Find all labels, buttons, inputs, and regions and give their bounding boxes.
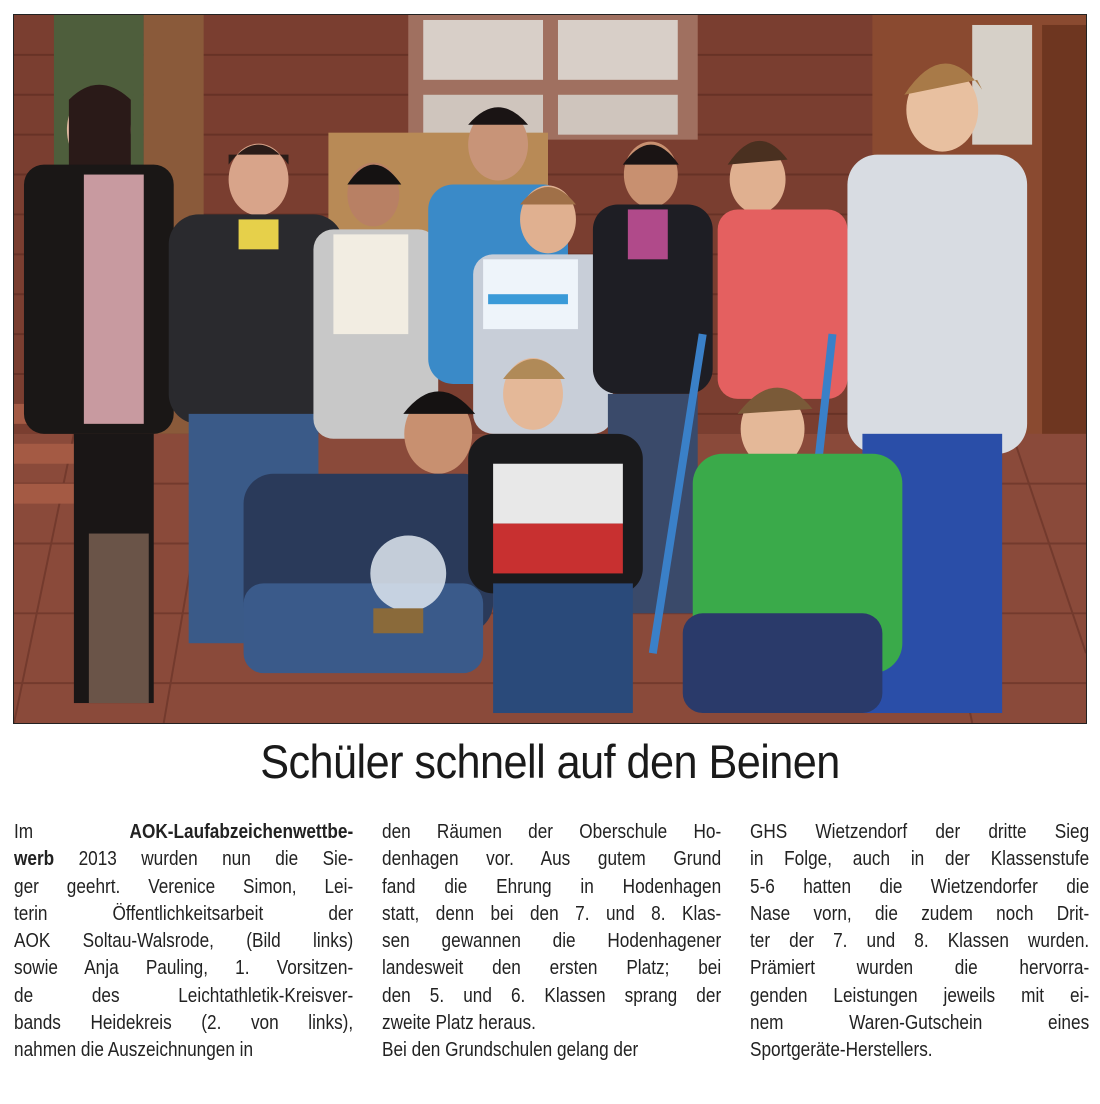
- text-fragment: genden Leistungen jeweils mit ei-: [750, 984, 1090, 1007]
- text-line-content: [14, 1010, 353, 1037]
- text-fragment: statt, denn bei den 7. und 8. Klas-: [382, 902, 722, 925]
- text-line-content: [14, 901, 353, 928]
- text-fragment: landesweit den ersten Platz; bei: [382, 957, 722, 980]
- text-line-content: [382, 955, 721, 982]
- text-line-content: [382, 874, 721, 901]
- group-photo-icon: [14, 15, 1086, 723]
- text-line-content: [382, 1010, 721, 1037]
- text-line-content: [382, 983, 721, 1010]
- text-line: [14, 819, 354, 846]
- bold-term: werb: [14, 848, 55, 871]
- text-line-content: [14, 983, 353, 1010]
- text-fragment: Bei den Grundschulen gelang der: [382, 1039, 639, 1062]
- text-column-3: [750, 819, 1090, 1065]
- text-line-content: [750, 819, 1089, 846]
- text-line: [382, 1037, 722, 1064]
- text-fragment: de des Leichtathletik-Kreisver-: [14, 984, 354, 1007]
- text-line: [382, 901, 722, 928]
- text-line-content: [14, 874, 353, 901]
- text-line-content: [382, 846, 721, 873]
- text-line: [750, 846, 1090, 873]
- text-line: [382, 819, 722, 846]
- text-fragment: Sportgeräte-Herstellers.: [750, 1039, 933, 1062]
- text-line: [14, 928, 354, 955]
- text-fragment: sowie Anja Pauling, 1. Vorsitzen-: [14, 957, 354, 980]
- text-fragment: terin Öffentlichkeitsarbeit der: [14, 902, 354, 925]
- text-line-content: [14, 928, 353, 955]
- text-line-content: [750, 928, 1089, 955]
- text-fragment: den Räumen der Oberschule Ho-: [382, 821, 722, 843]
- text-line-content: [750, 1037, 1089, 1064]
- text-fragment: zweite Platz heraus.: [382, 1012, 536, 1035]
- text-line: [382, 846, 722, 873]
- text-line: [14, 983, 354, 1010]
- text-line-content: [750, 1010, 1089, 1037]
- text-line-content: [14, 819, 353, 846]
- text-line: [14, 955, 354, 982]
- text-line: [14, 1037, 354, 1064]
- text-line: [14, 846, 354, 873]
- text-line: [750, 874, 1090, 901]
- text-line: [750, 819, 1090, 846]
- text-fragment: GHS Wietzendorf der dritte Sieg: [750, 821, 1090, 843]
- text-line-content: [14, 955, 353, 982]
- text-fragment: Prämiert wurden die hervorra-: [750, 957, 1090, 980]
- text-fragment: AOK Soltau-Walsrode, (Bild links): [14, 930, 354, 953]
- text-fragment: ger geehrt. Verenice Simon, Lei-: [14, 875, 354, 898]
- text-fragment: in Folge, auch in der Klassenstufe: [750, 848, 1090, 871]
- text-column-2: [382, 819, 722, 1065]
- text-line: [750, 955, 1090, 982]
- text-fragment: sen gewannen die Hodenhagener: [382, 930, 722, 953]
- text-line: [382, 1010, 722, 1037]
- text-fragment: Im: [14, 821, 130, 843]
- text-line: [750, 983, 1090, 1010]
- text-line-content: [14, 846, 353, 873]
- text-line: [382, 983, 722, 1010]
- text-fragment: 2013 wurden nun die Sie-: [54, 848, 354, 871]
- text-fragment: ter der 7. und 8. Klassen wurden.: [750, 930, 1090, 953]
- text-line: [750, 1037, 1090, 1064]
- text-line-content: [750, 983, 1089, 1010]
- bold-term: AOK-Laufabzeichenwettbe-: [129, 821, 354, 843]
- text-line-content: [382, 928, 721, 955]
- headline: Schüler schnell auf den Beinen: [260, 735, 840, 788]
- text-line: [750, 928, 1090, 955]
- text-line: [750, 901, 1090, 928]
- text-line-content: [750, 901, 1089, 928]
- text-fragment: bands Heidekreis (2. von links),: [14, 1012, 354, 1035]
- text-line-content: [382, 819, 721, 846]
- text-line-content: [14, 1037, 353, 1064]
- text-line: [382, 874, 722, 901]
- text-line: [382, 955, 722, 982]
- text-column-1: [14, 819, 354, 1065]
- text-line-content: [750, 955, 1089, 982]
- text-fragment: nem Waren-Gutschein eines: [750, 1012, 1090, 1035]
- text-line: [14, 1010, 354, 1037]
- text-fragment: fand die Ehrung in Hodenhagen: [382, 875, 722, 898]
- text-fragment: den 5. und 6. Klassen sprang der: [382, 984, 722, 1007]
- article-photo: [13, 14, 1087, 724]
- text-line: [750, 1010, 1090, 1037]
- text-line-content: [382, 1037, 721, 1064]
- text-line: [382, 928, 722, 955]
- text-fragment: nahmen die Auszeichnungen in: [14, 1039, 254, 1062]
- text-line-content: [750, 846, 1089, 873]
- text-line-content: [382, 901, 721, 928]
- text-line: [14, 901, 354, 928]
- text-fragment: denhagen vor. Aus gutem Grund: [382, 848, 722, 871]
- text-fragment: Nase vorn, die zudem noch Drit-: [750, 902, 1090, 925]
- text-line-content: [750, 874, 1089, 901]
- text-fragment: 5-6 hatten die Wietzendorfer die: [750, 875, 1090, 898]
- text-line: [14, 874, 354, 901]
